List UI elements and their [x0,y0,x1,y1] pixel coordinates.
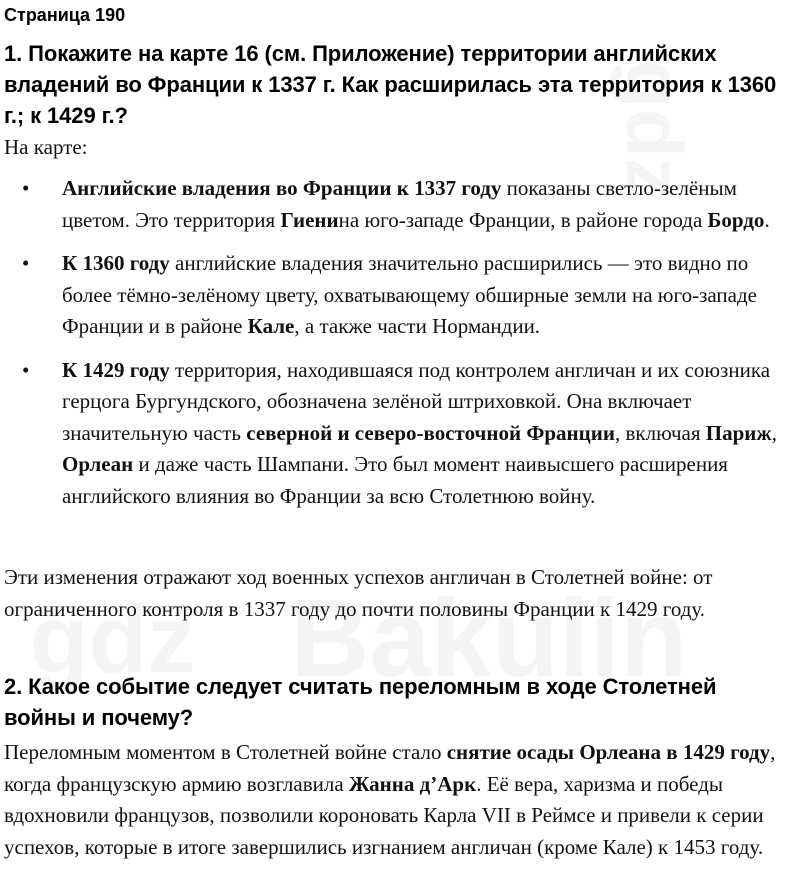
answer-bullet-list [0,173,800,524]
list-item [0,355,800,513]
list-item-text: К 1360 году английские владения значительно расширились — это видно по более тёмно-зелёному цвету, охватывающему обширные земли на юго-западе Франции и в районе Кале, а также части Нормандии. [62,251,757,338]
list-item-text: Английские владения во Франции к 1337 году показаны светло-зелёным цветом. Это территория Гиенина юго-западе Франции, в районе города Бордо. [62,176,770,232]
question-1-intro: На карте: [4,135,88,159]
question-1-heading: 1. Покажите на карте 16 (см. Приложение) территории английских владений во Франции к 1337 г. Как расширилась эта территория к 1360 г.; к 1429 г.? [4,41,777,128]
list-item [0,248,800,343]
page-number-label: Страница 190 [4,5,126,25]
question-2-answer: Переломным моментом в Столетней войне стало снятие осады Орлеана в 1429 году, когда французскую армию возглавила Жанна д’Арк. Её вера, харизма и победы вдохновили французов, позволили короновать Карла VII в Реймсе и привели к серии успехов, которые в итоге завершились изгнанием англичан (кроме Кале) к 1453 году. [4,740,776,859]
list-item-text: К 1429 году территория, находившаяся под контролем англичан и их союзника герцога Бургундского, обозначена зелёной штриховкой. Она включает значительную часть северной и северо-восточной Франции, включая Париж, Орлеан и даже часть Шампани. Это был момент наивысшего расширения английского влияния во Франции за всю Столетнюю войну. [62,357,777,508]
question-1-summary: Эти изменения отражают ход военных успехов англичан в Столетней войне: от ограниченного контроля в 1337 году до почти половины Франции к 1429 году. [4,565,713,621]
bullet-marker: • [22,251,30,275]
bullet-marker: • [22,176,30,200]
question-2-heading: 2. Какое событие следует считать переломным в ходе Столетней войны и почему? [4,674,717,730]
bullet-marker: • [22,357,30,382]
list-item [0,173,800,236]
